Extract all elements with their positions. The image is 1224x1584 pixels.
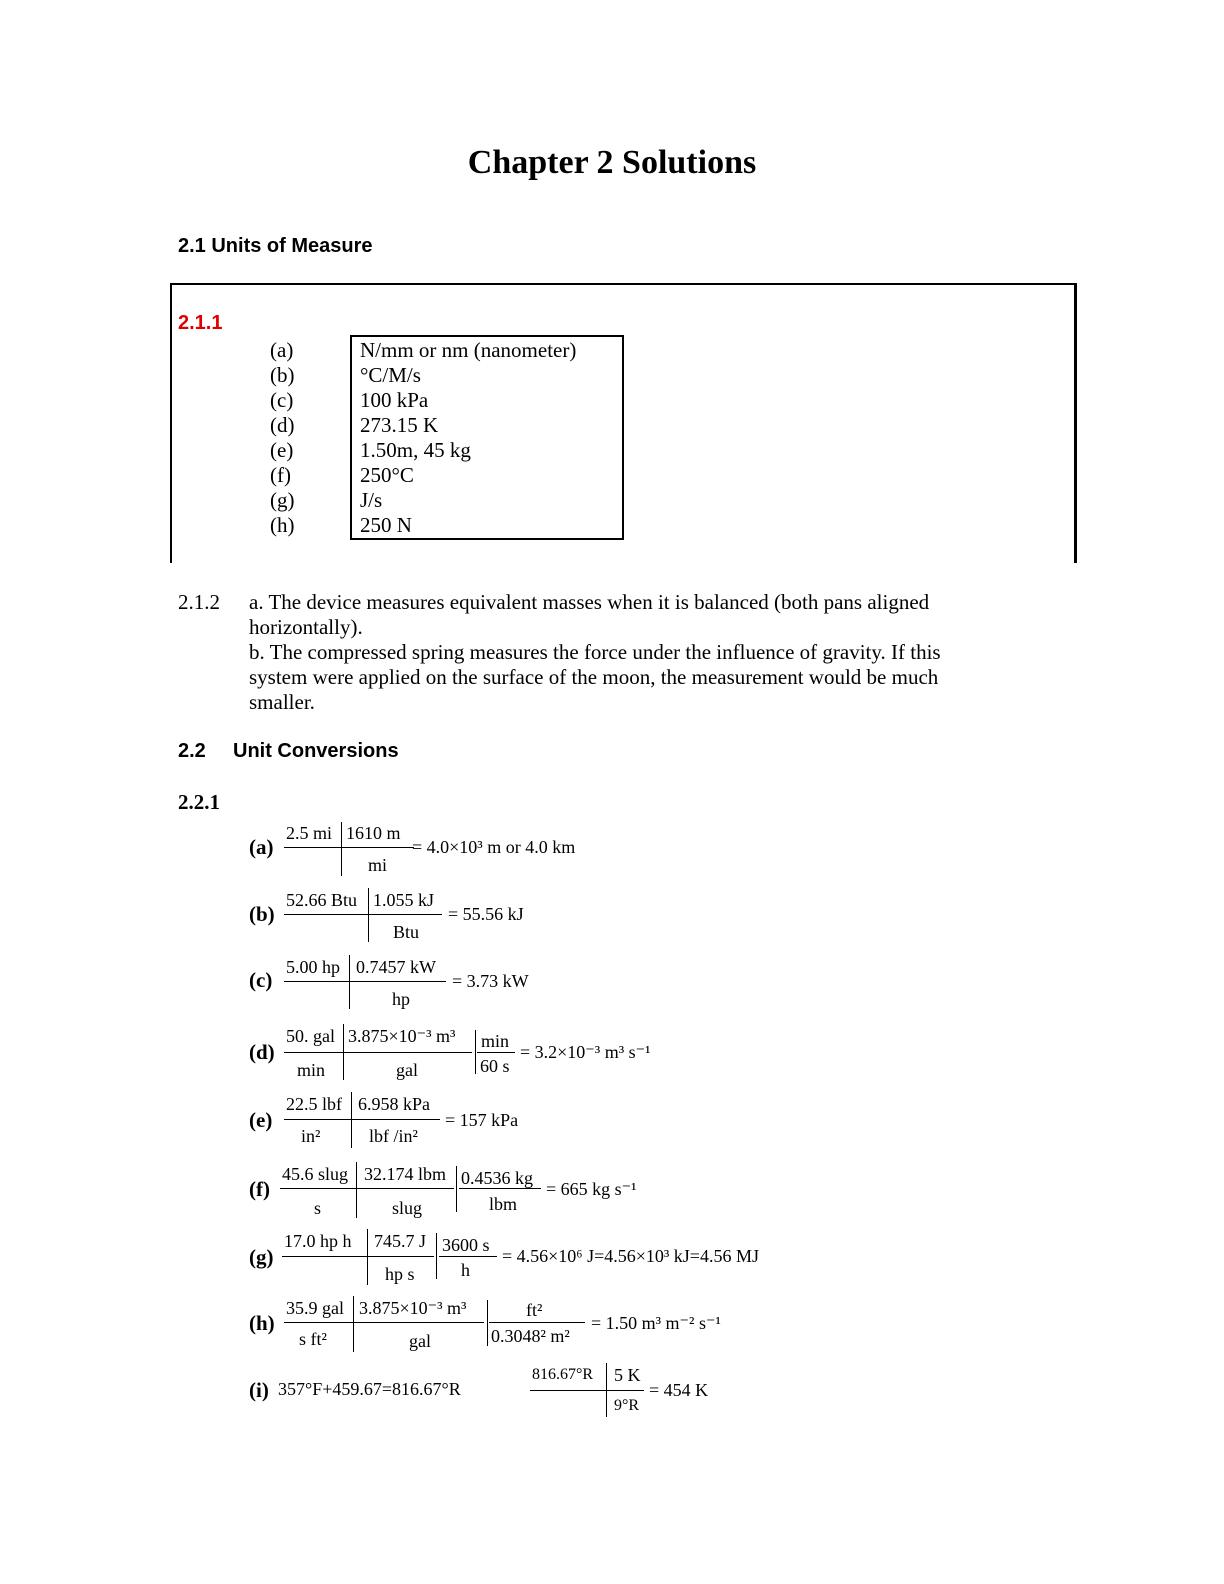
part-d-fraction-line-2 (477, 1052, 515, 1053)
part-g-fraction-line (282, 1256, 434, 1257)
answer-value: 250 N (360, 513, 412, 537)
part-f-denominator-2: slug (392, 1198, 423, 1218)
part-c-divider (349, 955, 350, 1009)
part-c-denominator-2: hp (392, 989, 410, 1009)
section-heading-2-2-number: 2.2 (178, 740, 206, 762)
answer-value: N/mm or nm (nanometer) (360, 338, 577, 362)
part-b-result: = 55.56 kJ (448, 904, 524, 924)
part-d-denominator-1: min (297, 1060, 326, 1080)
part-f-divider-2 (456, 1166, 457, 1212)
part-c-label: (c) (249, 968, 273, 992)
problem-2-1-2-line: smaller. (249, 690, 315, 714)
answer-letter: (c) (270, 388, 294, 412)
part-g-divider-2 (436, 1233, 437, 1279)
part-a-fraction-line (284, 847, 414, 848)
part-e-result: = 157 kPa (445, 1110, 519, 1130)
problem-2-1-2-line: b. The compressed spring measures the force under the influence of gravity. If this (249, 640, 941, 664)
answer-letter: (b) (270, 363, 295, 387)
section-heading-2-1: 2.1 Units of Measure (178, 235, 373, 257)
part-g-result: = 4.56×10⁶ J=4.56×10³ kJ=4.56 MJ (502, 1246, 759, 1266)
part-f-denominator-1: s (314, 1198, 322, 1218)
page-title: Chapter 2 Solutions (467, 144, 757, 181)
part-i-numerator-2: 5 K (614, 1365, 641, 1385)
part-d-numerator-2: 3.875×10⁻³ m³ (348, 1026, 456, 1046)
part-f-divider (356, 1162, 357, 1218)
part-e-divider (351, 1092, 352, 1148)
part-a-denominator-2: mi (368, 855, 388, 875)
part-c-fraction-line (284, 981, 446, 982)
problem-2-1-2-label: 2.1.2 (178, 590, 220, 614)
part-f-denominator-3: lbm (489, 1194, 518, 1214)
part-f-numerator-2: 32.174 lbm (364, 1164, 447, 1184)
part-i-result: = 454 K (649, 1380, 709, 1400)
part-h-denominator-1: s ft² (299, 1329, 327, 1349)
problem-2-1-1-label: 2.1.1 (178, 312, 223, 334)
part-a-result: = 4.0×10³ m or 4.0 km (412, 837, 576, 857)
part-d-numerator-1: 50. gal (286, 1026, 335, 1046)
part-i-denominator-2: 9°R (614, 1397, 640, 1414)
part-h-label: (h) (249, 1311, 275, 1335)
part-h-denominator-3: 0.3048² m² (491, 1326, 570, 1346)
answer-letter: (a) (270, 338, 294, 362)
part-b-numerator-2: 1.055 kJ (373, 890, 435, 910)
part-b-numerator-1: 52.66 Btu (286, 890, 358, 910)
part-g-label: (g) (249, 1245, 274, 1269)
part-g-numerator-1: 17.0 hp h (284, 1231, 352, 1251)
part-d-denominator-3: 60 s (480, 1056, 510, 1076)
part-f-fraction-line (280, 1188, 454, 1189)
part-e-fraction-line (284, 1119, 440, 1120)
part-i-expression: 357°F+459.67=816.67°R (278, 1379, 461, 1399)
answer-value: J/s (360, 488, 383, 512)
part-i-label: (i) (249, 1378, 269, 1402)
part-a-numerator-1: 2.5 mi (286, 823, 333, 843)
part-b-label: (b) (249, 902, 275, 926)
answer-letter: (g) (270, 488, 295, 512)
part-h-numerator-1: 35.9 gal (286, 1298, 344, 1318)
part-a-divider (341, 822, 342, 876)
answer-value: 1.50m, 45 kg (360, 438, 471, 462)
answer-value: °C/M/s (360, 363, 421, 387)
problem-2-1-2-line: system were applied on the surface of the moon, the measurement would be much (249, 665, 939, 689)
problem-2-1-2-line: horizontally). (249, 615, 363, 639)
answer-letter: (e) (270, 438, 294, 462)
section-heading-2-2-title: Unit Conversions (233, 740, 399, 762)
part-b-fraction-line (284, 914, 442, 915)
part-f-label: (f) (249, 1177, 270, 1201)
part-h-numerator-3: ft² (526, 1300, 543, 1320)
part-g-divider (367, 1229, 368, 1285)
answer-value: 273.15 K (360, 413, 439, 437)
answer-letter: (d) (270, 413, 295, 437)
part-c-numerator-1: 5.00 hp (286, 957, 340, 977)
part-a-numerator-2: 1610 m (346, 823, 401, 843)
answer-value: 250°C (360, 463, 414, 487)
part-h-divider-2 (487, 1300, 488, 1346)
part-g-denominator-2: hp s (385, 1264, 415, 1284)
answer-letter: (h) (270, 513, 295, 537)
part-g-fraction-line-2 (439, 1256, 497, 1257)
part-h-fraction-line-2 (489, 1322, 585, 1323)
part-d-label: (d) (249, 1040, 275, 1064)
part-d-numerator-3: min (481, 1031, 510, 1051)
part-f-numerator-1: 45.6 slug (282, 1164, 349, 1184)
answer-letter: (f) (270, 463, 291, 487)
part-h-denominator-2: gal (409, 1331, 431, 1351)
part-e-denominator-2: lbf /in² (369, 1126, 418, 1146)
part-e-numerator-1: 22.5 lbf (286, 1094, 342, 1114)
part-f-numerator-3: 0.4536 kg (461, 1168, 533, 1188)
answer-value: 100 kPa (360, 388, 429, 412)
part-c-numerator-2: 0.7457 kW (356, 957, 436, 977)
part-e-numerator-2: 6.958 kPa (358, 1094, 430, 1114)
part-c-result: = 3.73 kW (452, 971, 529, 991)
part-e-denominator-1: in² (301, 1126, 321, 1146)
part-g-denominator-3: h (461, 1260, 470, 1280)
part-i-numerator-1: 816.67°R (532, 1366, 594, 1383)
part-h-numerator-2: 3.875×10⁻³ m³ (359, 1298, 467, 1318)
part-f-fraction-line-2 (459, 1188, 541, 1189)
part-e-label: (e) (249, 1108, 273, 1132)
part-i-divider (606, 1363, 607, 1417)
part-f-result: = 665 kg s⁻¹ (546, 1179, 637, 1199)
part-h-result: = 1.50 m³ m⁻² s⁻¹ (591, 1313, 721, 1333)
problem-2-1-2-line: a. The device measures equivalent masses when it is balanced (both pans aligned (249, 590, 930, 614)
part-h-divider (353, 1296, 354, 1352)
part-d-denominator-2: gal (396, 1060, 418, 1080)
problem-2-2-1-label: 2.2.1 (178, 790, 220, 814)
part-h-fraction-line (284, 1322, 484, 1323)
part-d-fraction-line (284, 1052, 472, 1053)
part-a-label: (a) (249, 835, 274, 859)
part-d-divider-2 (475, 1030, 476, 1074)
part-i-fraction-line (530, 1390, 644, 1391)
part-g-numerator-3: 3600 s (442, 1235, 490, 1255)
part-b-divider (368, 888, 369, 942)
part-b-denominator-2: Btu (393, 922, 420, 942)
part-d-divider (343, 1024, 344, 1080)
part-d-result: = 3.2×10⁻³ m³ s⁻¹ (520, 1042, 651, 1062)
part-g-numerator-2: 745.7 J (374, 1231, 427, 1251)
